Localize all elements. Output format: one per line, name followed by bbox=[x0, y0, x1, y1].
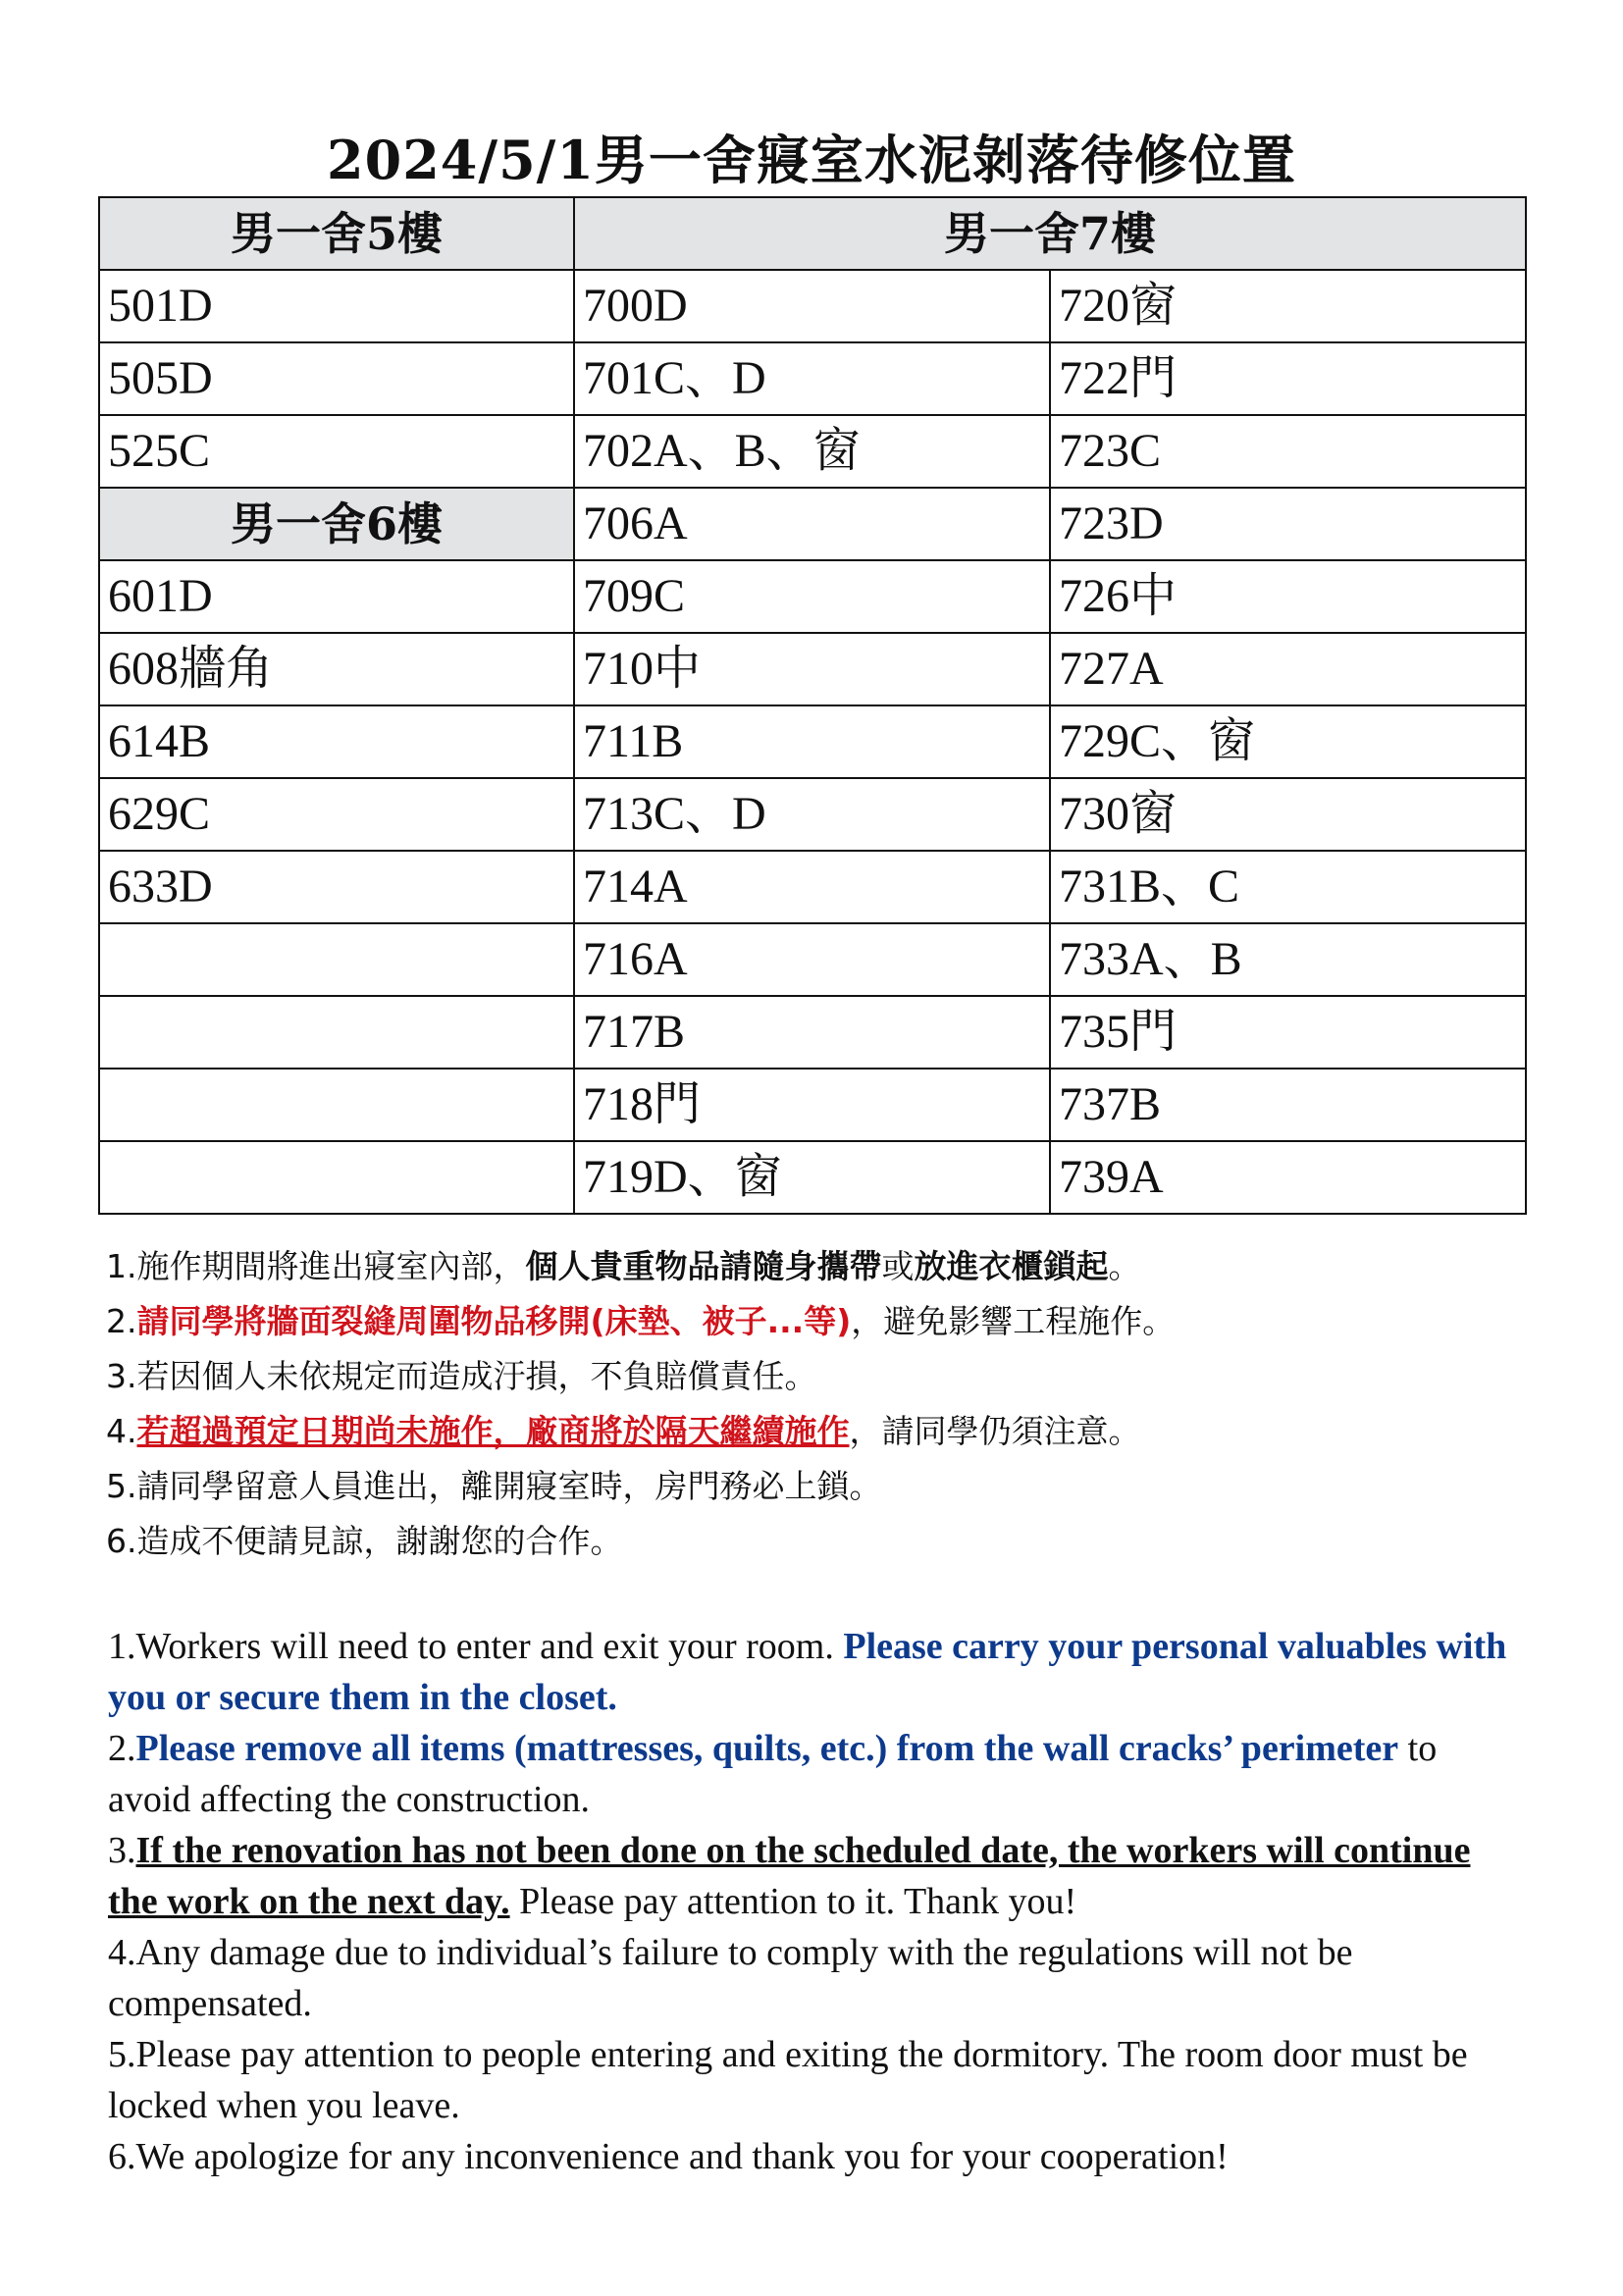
notice-emphasis-red: 請同學將牆面裂縫周圍物品移開(床墊、被子...等) bbox=[136, 1302, 852, 1340]
empty-cell bbox=[99, 996, 574, 1069]
notice-emphasis-underlined: If the renovation has not been done on the scheduled date, the workers will continue the work on the next day. bbox=[108, 1830, 1471, 1922]
floor-5-header: 男一舍5樓 bbox=[99, 197, 574, 270]
notice-en-5: 5.Please pay attention to people entering and exiting the dormitory. The room door must be locked when you leave. bbox=[108, 2034, 1468, 2126]
repair-location-table bbox=[98, 196, 1527, 1215]
notice-text: ，避免影響工程施作。 bbox=[851, 1302, 1176, 1340]
notice-text: 或 bbox=[881, 1247, 915, 1285]
notice-en-1 bbox=[108, 1621, 1521, 1723]
notice-text: 2. bbox=[106, 1302, 137, 1340]
table-cell: 701C、D bbox=[574, 342, 1050, 415]
notice-zh-6: 6.造成不便請見諒，謝謝您的合作。 bbox=[106, 1522, 623, 1560]
empty-cell bbox=[99, 923, 574, 996]
table-cell: 723C bbox=[1050, 415, 1526, 488]
notice-zh-2 bbox=[106, 1294, 1539, 1349]
notice-en-2 bbox=[108, 1723, 1521, 1825]
table-cell: 717B bbox=[574, 996, 1050, 1069]
notice-emphasis-red-underlined: 若超過預定日期尚未施作，廠商將於隔天繼續施作 bbox=[136, 1412, 850, 1450]
floor-6-header: 男一舍6樓 bbox=[99, 488, 574, 560]
table-cell: 722門 bbox=[1050, 342, 1526, 415]
table-cell: 716A bbox=[574, 923, 1050, 996]
notice-zh-4 bbox=[106, 1404, 1539, 1459]
table-cell: 737B bbox=[1050, 1069, 1526, 1141]
floor-7-header: 男一舍7樓 bbox=[574, 197, 1526, 270]
table-cell: 713C、D bbox=[574, 778, 1050, 851]
empty-cell bbox=[99, 1141, 574, 1214]
table-cell: 714A bbox=[574, 851, 1050, 923]
table-cell: 731B、C bbox=[1050, 851, 1526, 923]
table-cell: 702A、B、窗 bbox=[574, 415, 1050, 488]
notice-en-6: 6.We apologize for any inconvenience and thank you for your cooperation! bbox=[108, 2136, 1229, 2177]
notice-text: 4. bbox=[106, 1412, 137, 1450]
notice-emphasis-blue: Please carry your personal valuables with you or secure them in the closet. bbox=[108, 1626, 1507, 1718]
table-cell: 733A、B bbox=[1050, 923, 1526, 996]
notice-emphasis-blue: Please remove all items (mattresses, quilts, etc.) from the wall cracks’ perimeter bbox=[135, 1728, 1399, 1769]
notice-text: 3. bbox=[108, 1830, 136, 1871]
table-cell: 501D bbox=[99, 270, 574, 342]
english-notice-list bbox=[108, 1621, 1521, 2182]
table-cell: 633D bbox=[99, 851, 574, 923]
notice-emphasis: 個人貴重物品請隨身攜帶 bbox=[525, 1247, 882, 1285]
notice-emphasis: 放進衣櫃鎖起 bbox=[914, 1247, 1109, 1285]
table-cell: 735門 bbox=[1050, 996, 1526, 1069]
table-cell: 614B bbox=[99, 705, 574, 778]
notice-zh-1 bbox=[106, 1239, 1539, 1294]
table-cell: 601D bbox=[99, 560, 574, 633]
empty-cell bbox=[99, 1069, 574, 1141]
table-cell: 706A bbox=[574, 488, 1050, 560]
table-cell: 711B bbox=[574, 705, 1050, 778]
table-cell: 726中 bbox=[1050, 560, 1526, 633]
notice-text: 。 bbox=[1108, 1247, 1141, 1285]
table-cell: 525C bbox=[99, 415, 574, 488]
table-cell: 729C、窗 bbox=[1050, 705, 1526, 778]
notice-text: to avoid affecting the construction. bbox=[108, 1728, 1438, 1820]
table-cell: 739A bbox=[1050, 1141, 1526, 1214]
table-cell: 718門 bbox=[574, 1069, 1050, 1141]
notice-text: 2. bbox=[108, 1728, 136, 1769]
notice-en-3 bbox=[108, 1825, 1521, 1927]
chinese-notice-list bbox=[106, 1239, 1539, 1569]
notice-text: 1.施作期間將進出寢室內部， bbox=[106, 1247, 526, 1285]
table-cell: 719D、窗 bbox=[574, 1141, 1050, 1214]
table-cell: 720窗 bbox=[1050, 270, 1526, 342]
table-cell: 700D bbox=[574, 270, 1050, 342]
table-cell: 727A bbox=[1050, 633, 1526, 705]
notice-en-4: 4.Any damage due to individual’s failure to comply with the regulations will not be compensated. bbox=[108, 1932, 1353, 2024]
table-cell: 730窗 bbox=[1050, 778, 1526, 851]
table-cell: 608牆角 bbox=[99, 633, 574, 705]
notice-text: Please pay attention to it. Thank you! bbox=[509, 1881, 1077, 1922]
table-cell: 629C bbox=[99, 778, 574, 851]
notice-zh-3: 3.若因個人未依規定而造成汙損，不負賠償責任。 bbox=[106, 1357, 817, 1395]
notice-text: ，請同學仍須注意。 bbox=[849, 1412, 1141, 1450]
table-cell: 723D bbox=[1050, 488, 1526, 560]
notice-zh-5: 5.請同學留意人員進出，離開寢室時，房門務必上鎖。 bbox=[106, 1467, 882, 1505]
table-cell: 710中 bbox=[574, 633, 1050, 705]
table-cell: 505D bbox=[99, 342, 574, 415]
notice-text: 1.Workers will need to enter and exit your room. bbox=[108, 1626, 844, 1667]
table-cell: 709C bbox=[574, 560, 1050, 633]
page-title: 2024/5/1男一舍寢室水泥剝落待修位置 bbox=[327, 129, 1296, 191]
